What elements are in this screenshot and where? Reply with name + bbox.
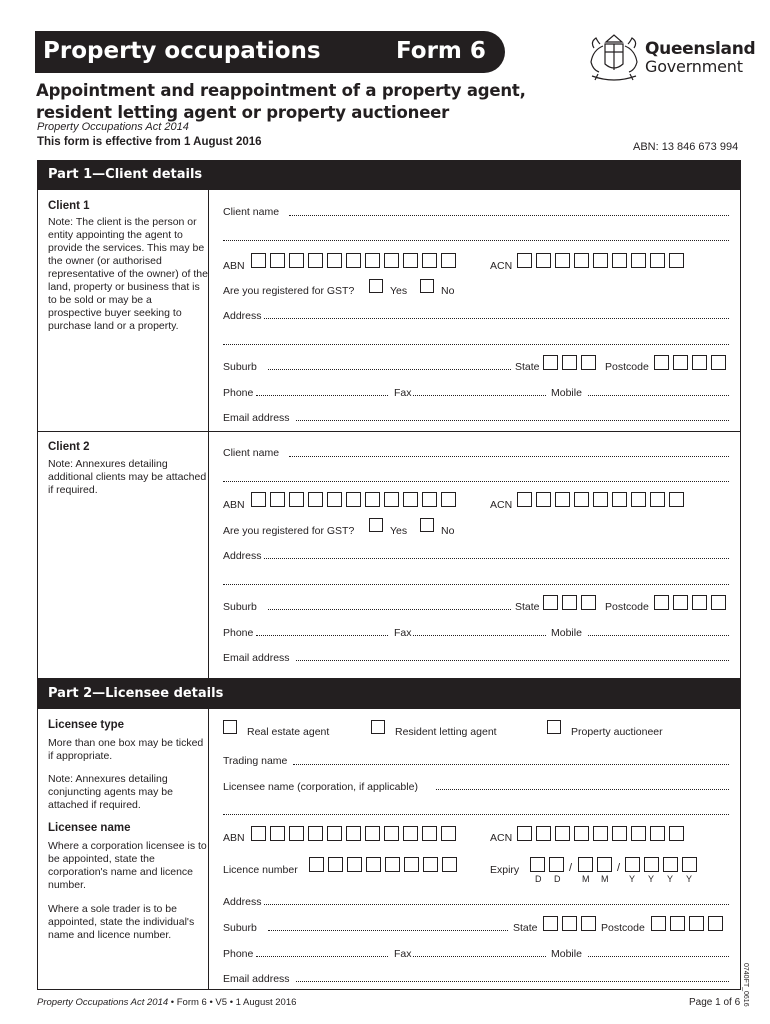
client2-state-box[interactable] [581,595,596,610]
page-number: Page 1 of 6 [689,997,741,1008]
subtitle-line-2: resident letting agent or property auctioneer [36,103,450,122]
client1-name-field[interactable] [289,215,729,216]
client2-acn-box[interactable] [517,492,532,507]
client1-suburb-label: Suburb [223,361,257,373]
client2-abn-box[interactable] [270,492,285,507]
client2-abn-box[interactable] [346,492,361,507]
licensee-mobile-field[interactable] [588,956,729,957]
gov-name: Queensland [645,39,756,59]
client1-abn-box[interactable] [403,253,418,268]
effective-date: This form is effective from 1 August 2016 [37,136,262,148]
client2-name-label: Client name [223,447,280,459]
expiry-day-box[interactable] [530,857,545,872]
client1-abn-box[interactable] [422,253,437,268]
date-hint-d: D [535,874,542,884]
client2-mobile-label: Mobile [551,627,582,639]
client2-abn-label: ABN [223,499,245,511]
client2-acn-box[interactable] [669,492,684,507]
client2-heading: Client 2 [48,441,90,453]
expiry-day-box[interactable] [549,857,564,872]
client2-acn-box[interactable] [650,492,665,507]
resident-letting-agent-checkbox[interactable] [371,720,385,734]
licensee-suburb-field[interactable] [268,930,508,931]
licensee-name-heading: Licensee name [48,822,131,834]
client2-fax-field[interactable] [413,635,546,636]
licensee-suburb-label: Suburb [223,922,257,934]
client1-heading: Client 1 [48,200,90,212]
client1-abn-box[interactable] [308,253,323,268]
licensee-abn-box[interactable] [346,826,361,841]
client2-acn-box[interactable] [612,492,627,507]
client1-acn-box[interactable] [669,253,684,268]
client2-suburb-field[interactable] [268,609,511,610]
licensee-type-note: More than one box may be ticked if appropriate. [48,737,204,762]
real-estate-agent-checkbox[interactable] [223,720,237,734]
date-hint-y: Y [686,874,693,884]
licensee-abn-box[interactable] [365,826,380,841]
licensee-fax-label: Fax [394,948,412,960]
client2-acn-label: ACN [490,499,513,511]
licensee-abn-box[interactable] [422,826,437,841]
client1-address-field[interactable] [264,318,729,319]
client1-suburb-field[interactable] [268,369,511,370]
form-number: Form 6 [396,38,486,64]
client1-acn-box[interactable] [650,253,665,268]
client1-note: Note: The client is the person or entity appointing the agent to provide the services. This may be the owner (or authorised representative of the owner) of the land, property or business that is to be sold or may be a prospective buyer seeking to purchase land or a property. [48,216,208,332]
client2-note: Note: Annexures detailing additional clients may be attached if required. [48,458,207,496]
client1-gst-no-checkbox[interactable] [420,279,434,293]
client2-postcode-box[interactable] [692,595,707,610]
client1-name-field-2[interactable] [223,240,729,241]
licensee-fax-field[interactable] [413,956,546,957]
client2-postcode-box[interactable] [654,595,669,610]
gov-label: Government [645,57,743,76]
client2-abn-box[interactable] [365,492,380,507]
licensee-abn-box[interactable] [308,826,323,841]
date-hint-y: Y [667,874,674,884]
client2-abn-box[interactable] [289,492,304,507]
client1-address-field-2[interactable] [223,344,729,345]
client2-suburb-label: Suburb [223,601,257,613]
client1-postcode-box[interactable] [654,355,669,370]
licensee-phone-field[interactable] [256,956,388,957]
expiry-label: Expiry [490,864,520,876]
licensee-address-field[interactable] [264,904,729,905]
client2-address-field[interactable] [264,558,729,559]
expiry-slash: / [569,862,573,874]
licensee-acn-box[interactable] [555,826,570,841]
client1-phone-label: Phone [223,387,254,399]
annexure-note: Note: Annexures detailing conjuncting agents may be attached if required. [48,773,173,811]
client1-abn-box[interactable] [289,253,304,268]
licensee-name-label: Licensee name (corporation, if applicable) [223,781,418,793]
date-hint-y: Y [648,874,655,884]
expiry-slash: / [617,862,621,874]
licensee-abn-box[interactable] [251,826,266,841]
client1-acn-box[interactable] [612,253,627,268]
client2-acn-box[interactable] [593,492,608,507]
act-name: Property Occupations Act 2014 [37,121,189,133]
licensee-abn-box[interactable] [441,826,456,841]
licence-number-box[interactable] [366,857,381,872]
client1-acn-box[interactable] [593,253,608,268]
client1-abn-box[interactable] [346,253,361,268]
licensee-state-box[interactable] [543,916,558,931]
client1-phone-field[interactable] [256,395,388,396]
footer-info [37,997,296,1008]
client-separator [37,431,741,432]
licensee-state-box[interactable] [562,916,577,931]
client1-postcode-box[interactable] [673,355,688,370]
licensee-name-note-corporation: Where a corporation licensee is to be appointed, state the corporation's name and licence number. [48,840,207,891]
client2-abn-box[interactable] [384,492,399,507]
licensee-name-field-2[interactable] [223,814,729,815]
client2-abn-box[interactable] [403,492,418,507]
client1-email-label: Email address [223,412,290,424]
licensee-mobile-label: Mobile [551,948,582,960]
licence-number-box[interactable] [347,857,362,872]
client2-postcode-box[interactable] [673,595,688,610]
licensee-state-label: State [513,922,538,934]
licence-number-box[interactable] [309,857,324,872]
client1-gst-question: Are you registered for GST? [223,285,355,297]
licensee-address-label: Address [223,896,262,908]
client2-address-label: Address [223,550,262,562]
date-hint-m: M [582,874,590,884]
client2-abn-box[interactable] [441,492,456,507]
client2-name-field-2[interactable] [223,481,729,482]
client2-gst-question: Are you registered for GST? [223,525,355,537]
form-code: 0740FT_0616 [742,963,749,1007]
client1-gst-no-label: No [441,285,455,297]
client1-postcode-box[interactable] [711,355,726,370]
licensee-name-field[interactable] [436,789,729,790]
client1-acn-box[interactable] [555,253,570,268]
client1-name-label: Client name [223,206,280,218]
licensee-type-heading: Licensee type [48,719,125,731]
trading-name-label: Trading name [223,755,288,767]
client1-fax-label: Fax [394,387,412,399]
client1-address-label: Address [223,310,262,322]
form-title: Property occupations [43,38,321,64]
client2-address-field-2[interactable] [223,584,729,585]
licence-number-label: Licence number [223,864,298,876]
client2-abn-box[interactable] [327,492,342,507]
licensee-acn-box[interactable] [669,826,684,841]
client1-abn-label: ABN [223,260,245,272]
client2-gst-yes-label: Yes [390,525,408,537]
licensee-postcode-box[interactable] [689,916,704,931]
licensee-postcode-box[interactable] [670,916,685,931]
expiry-year-box[interactable] [663,857,678,872]
licensee-acn-box[interactable] [517,826,532,841]
client1-acn-label: ACN [490,260,513,272]
client1-state-label: State [515,361,540,373]
client1-mobile-field[interactable] [588,395,729,396]
client1-abn-box[interactable] [441,253,456,268]
licensee-postcode-box[interactable] [651,916,666,931]
property-auctioneer-label: Property auctioneer [571,726,663,738]
licensee-acn-box[interactable] [650,826,665,841]
licensee-abn-box[interactable] [289,826,304,841]
real-estate-agent-label: Real estate agent [247,726,330,738]
part1-heading: Part 1—Client details [37,160,741,189]
licence-number-box[interactable] [423,857,438,872]
form-subtitle [36,80,556,124]
expiry-month-box[interactable] [597,857,612,872]
client1-acn-box[interactable] [574,253,589,268]
expiry-year-box[interactable] [682,857,697,872]
client2-state-label: State [515,601,540,613]
licensee-acn-label: ACN [490,832,513,844]
client1-fax-field[interactable] [413,395,546,396]
licensee-abn-box[interactable] [327,826,342,841]
client2-gst-no-checkbox[interactable] [420,518,434,532]
date-hint-y: Y [629,874,636,884]
client1-abn-box[interactable] [365,253,380,268]
licensee-acn-box[interactable] [631,826,646,841]
licensee-acn-box[interactable] [536,826,551,841]
expiry-year-box[interactable] [625,857,640,872]
licensee-acn-box[interactable] [574,826,589,841]
client2-acn-box[interactable] [631,492,646,507]
client1-abn-box[interactable] [384,253,399,268]
client2-abn-box[interactable] [251,492,266,507]
department-abn: ABN: 13 846 673 994 [633,141,739,153]
client2-email-label: Email address [223,652,290,664]
licensee-email-label: Email address [223,973,290,985]
licence-number-box[interactable] [328,857,343,872]
form-title-bar [35,31,505,73]
client2-phone-field[interactable] [256,635,388,636]
client1-acn-box[interactable] [631,253,646,268]
client2-acn-box[interactable] [574,492,589,507]
date-hint-d: D [554,874,561,884]
licensee-abn-box[interactable] [384,826,399,841]
client1-postcode-box[interactable] [692,355,707,370]
client1-email-field[interactable] [296,420,729,421]
licence-number-box[interactable] [385,857,400,872]
client1-gst-yes-checkbox[interactable] [369,279,383,293]
licence-number-box[interactable] [404,857,419,872]
client2-name-field[interactable] [289,456,729,457]
licensee-email-field[interactable] [296,981,729,982]
expiry-year-box[interactable] [644,857,659,872]
expiry-month-box[interactable] [578,857,593,872]
client2-postcode-box[interactable] [711,595,726,610]
licensee-phone-label: Phone [223,948,254,960]
property-auctioneer-checkbox[interactable] [547,720,561,734]
client1-mobile-label: Mobile [551,387,582,399]
client2-state-box[interactable] [543,595,558,610]
client2-postcode-label: Postcode [605,601,649,613]
licensee-abn-box[interactable] [270,826,285,841]
client2-email-field[interactable] [296,660,729,661]
client2-gst-no-label: No [441,525,455,537]
client2-state-box[interactable] [562,595,577,610]
part1-divider [208,189,209,679]
client1-abn-box[interactable] [270,253,285,268]
client2-acn-box[interactable] [536,492,551,507]
client2-acn-box[interactable] [555,492,570,507]
client1-state-box[interactable] [581,355,596,370]
date-hint-m: M [601,874,609,884]
client2-abn-box[interactable] [308,492,323,507]
licensee-state-box[interactable] [581,916,596,931]
licensee-acn-box[interactable] [612,826,627,841]
licensee-abn-box[interactable] [403,826,418,841]
client2-abn-box[interactable] [422,492,437,507]
subtitle-line-1: Appointment and reappointment of a property agent, [36,81,526,100]
client1-postcode-label: Postcode [605,361,649,373]
client2-phone-label: Phone [223,627,254,639]
client1-state-box[interactable] [543,355,558,370]
part2-divider [208,708,209,990]
client1-gst-yes-label: Yes [390,285,408,297]
client2-gst-yes-checkbox[interactable] [369,518,383,532]
licensee-postcode-label: Postcode [601,922,645,934]
client2-fax-label: Fax [394,627,412,639]
client2-mobile-field[interactable] [588,635,729,636]
licence-number-box[interactable] [442,857,457,872]
trading-name-field[interactable] [293,764,729,765]
client1-abn-box[interactable] [327,253,342,268]
licensee-name-note-sole-trader: Where a sole trader is to be appointed, state the individual's name and licence number. [48,903,195,941]
footer-act: Property Occupations Act 2014 [37,997,169,1008]
resident-letting-agent-label: Resident letting agent [395,726,497,738]
queensland-crest-icon [586,30,642,84]
licensee-postcode-box[interactable] [708,916,723,931]
client1-acn-box[interactable] [536,253,551,268]
part2-heading: Part 2—Licensee details [37,679,741,708]
client1-abn-box[interactable] [251,253,266,268]
client1-acn-box[interactable] [517,253,532,268]
licensee-abn-label: ABN [223,832,245,844]
footer-form-version: • Form 6 • V5 • 1 August 2016 [168,997,297,1008]
licensee-acn-box[interactable] [593,826,608,841]
client1-state-box[interactable] [562,355,577,370]
